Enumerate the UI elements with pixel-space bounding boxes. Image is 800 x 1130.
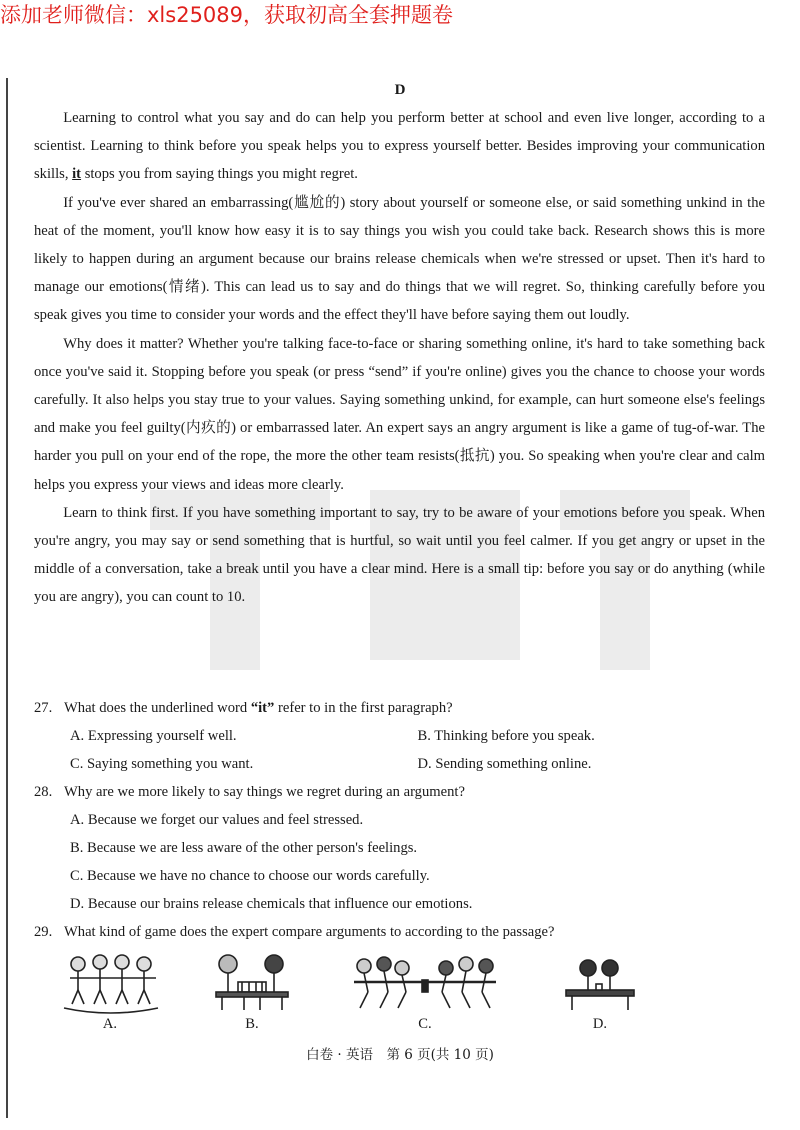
paragraph-1 (34, 104, 765, 189)
option-28-d[interactable]: D. Because our brains release chemicals that influence our emotions. (70, 896, 473, 912)
promo-banner: 添加老师微信：xls25089，获取初高全套押题卷 (0, 3, 454, 27)
section-title: D (394, 82, 406, 98)
picture-a-dancing-icon[interactable] (60, 952, 160, 1014)
option-27-d[interactable]: D. Sending something online. (417, 756, 592, 772)
picture-a-label: A. (102, 1016, 118, 1032)
picture-b-label: B. (245, 1016, 259, 1032)
picture-d-label: D. (592, 1016, 608, 1032)
question-27-stem-start: What does the underlined word (64, 700, 251, 716)
question-27-options-row-1 (34, 722, 765, 750)
picture-d-conversation-icon[interactable] (560, 952, 640, 1014)
question-27-number: 27. (34, 700, 53, 716)
question-29-pictures (60, 952, 740, 1036)
paragraph-4: Learn to think first. If you have something important to say, try to be aware of your emotions before you speak. When you're angry, you may say or send something that is hurtful, so wait until you feel calmer. If you get angry or upset in the middle of a conversation, take a break until you have a clear mind. Here is a small tip: before you say or do anything (while you are angry), you can count to 10. (34, 504, 765, 606)
option-27-b[interactable]: B. Thinking before you speak. (417, 728, 595, 744)
question-27-stem-end: refer to in the first paragraph? (274, 700, 453, 716)
picture-c-tug-of-war-icon[interactable] (350, 952, 500, 1014)
question-29-stem: What kind of game does the expert compare arguments to according to the passage? (64, 924, 555, 940)
question-27-keyword: “it” (250, 700, 275, 716)
question-29-number: 29. (34, 924, 53, 940)
question-27 (34, 694, 765, 722)
margin-line (6, 78, 8, 1118)
question-29 (34, 918, 765, 946)
underlined-word-it: it (72, 166, 82, 183)
page-footer: 白卷 · 英语 第 6 页(共 10 页) (306, 1047, 494, 1063)
picture-b-chess-icon[interactable] (212, 952, 292, 1014)
option-28-a[interactable]: A. Because we forget our values and feel stressed. (70, 812, 364, 828)
option-27-a[interactable]: A. Expressing yourself well. (70, 728, 237, 744)
option-28-b[interactable]: B. Because we are less aware of the other person's feelings. (70, 840, 418, 856)
option-27-c[interactable]: C. Saying something you want. (70, 756, 254, 772)
question-28-number: 28. (34, 784, 53, 800)
question-28 (34, 778, 765, 806)
paragraph-1-start: Learning to control what you say and do can help you perform better at school and even live longer, according to a scientist. Learning to think before you speak helps you to express yourself better. Besides improving your communication skills, (34, 110, 765, 183)
paragraph-2: If you've ever shared an embarrassing(尴尬的) story about yourself or someone else, or said something unkind in the heat of the moment, you'll know how easy it is to say things you wish you could take back. Research shows this is more likely to happen during an argument because our brains release chemicals when we're stressed or upset. Then it's hard to manage our emotions(情绪). This can lead us to say and do things that we will regret. So, thinking carefully before you speak gives you time to consider your words and the effect they'll have before saying them out loudly. (34, 194, 765, 324)
picture-c-label: C. (418, 1016, 432, 1032)
reading-passage (34, 104, 765, 612)
paragraph-3: Why does it matter? Whether you're talking face-to-face or sharing something online, it's hard to take something back once you've said it. Stopping before you speak (or press “send” if you're online) gives you the chance to choose your words carefully. It also helps you stay true to your values. Saying something unkind, for example, can hurt someone else's feelings and make you feel guilty(内疚的) or embarrassed later. An expert says an angry argument is like a game of tug-of-war. The harder you pull on your end of the rope, the more the other team resists(抵抗) you. So speaking when you're clear and calm helps you express your views and ideas more clearly. (34, 335, 765, 493)
question-28-stem: Why are we more likely to say things we regret during an argument? (64, 784, 465, 800)
paragraph-1-end: stops you from saying things you might regret. (81, 166, 358, 183)
questions (34, 694, 765, 946)
option-28-c[interactable]: C. Because we have no chance to choose our words carefully. (70, 868, 430, 884)
question-27-options-row-2 (34, 750, 765, 778)
